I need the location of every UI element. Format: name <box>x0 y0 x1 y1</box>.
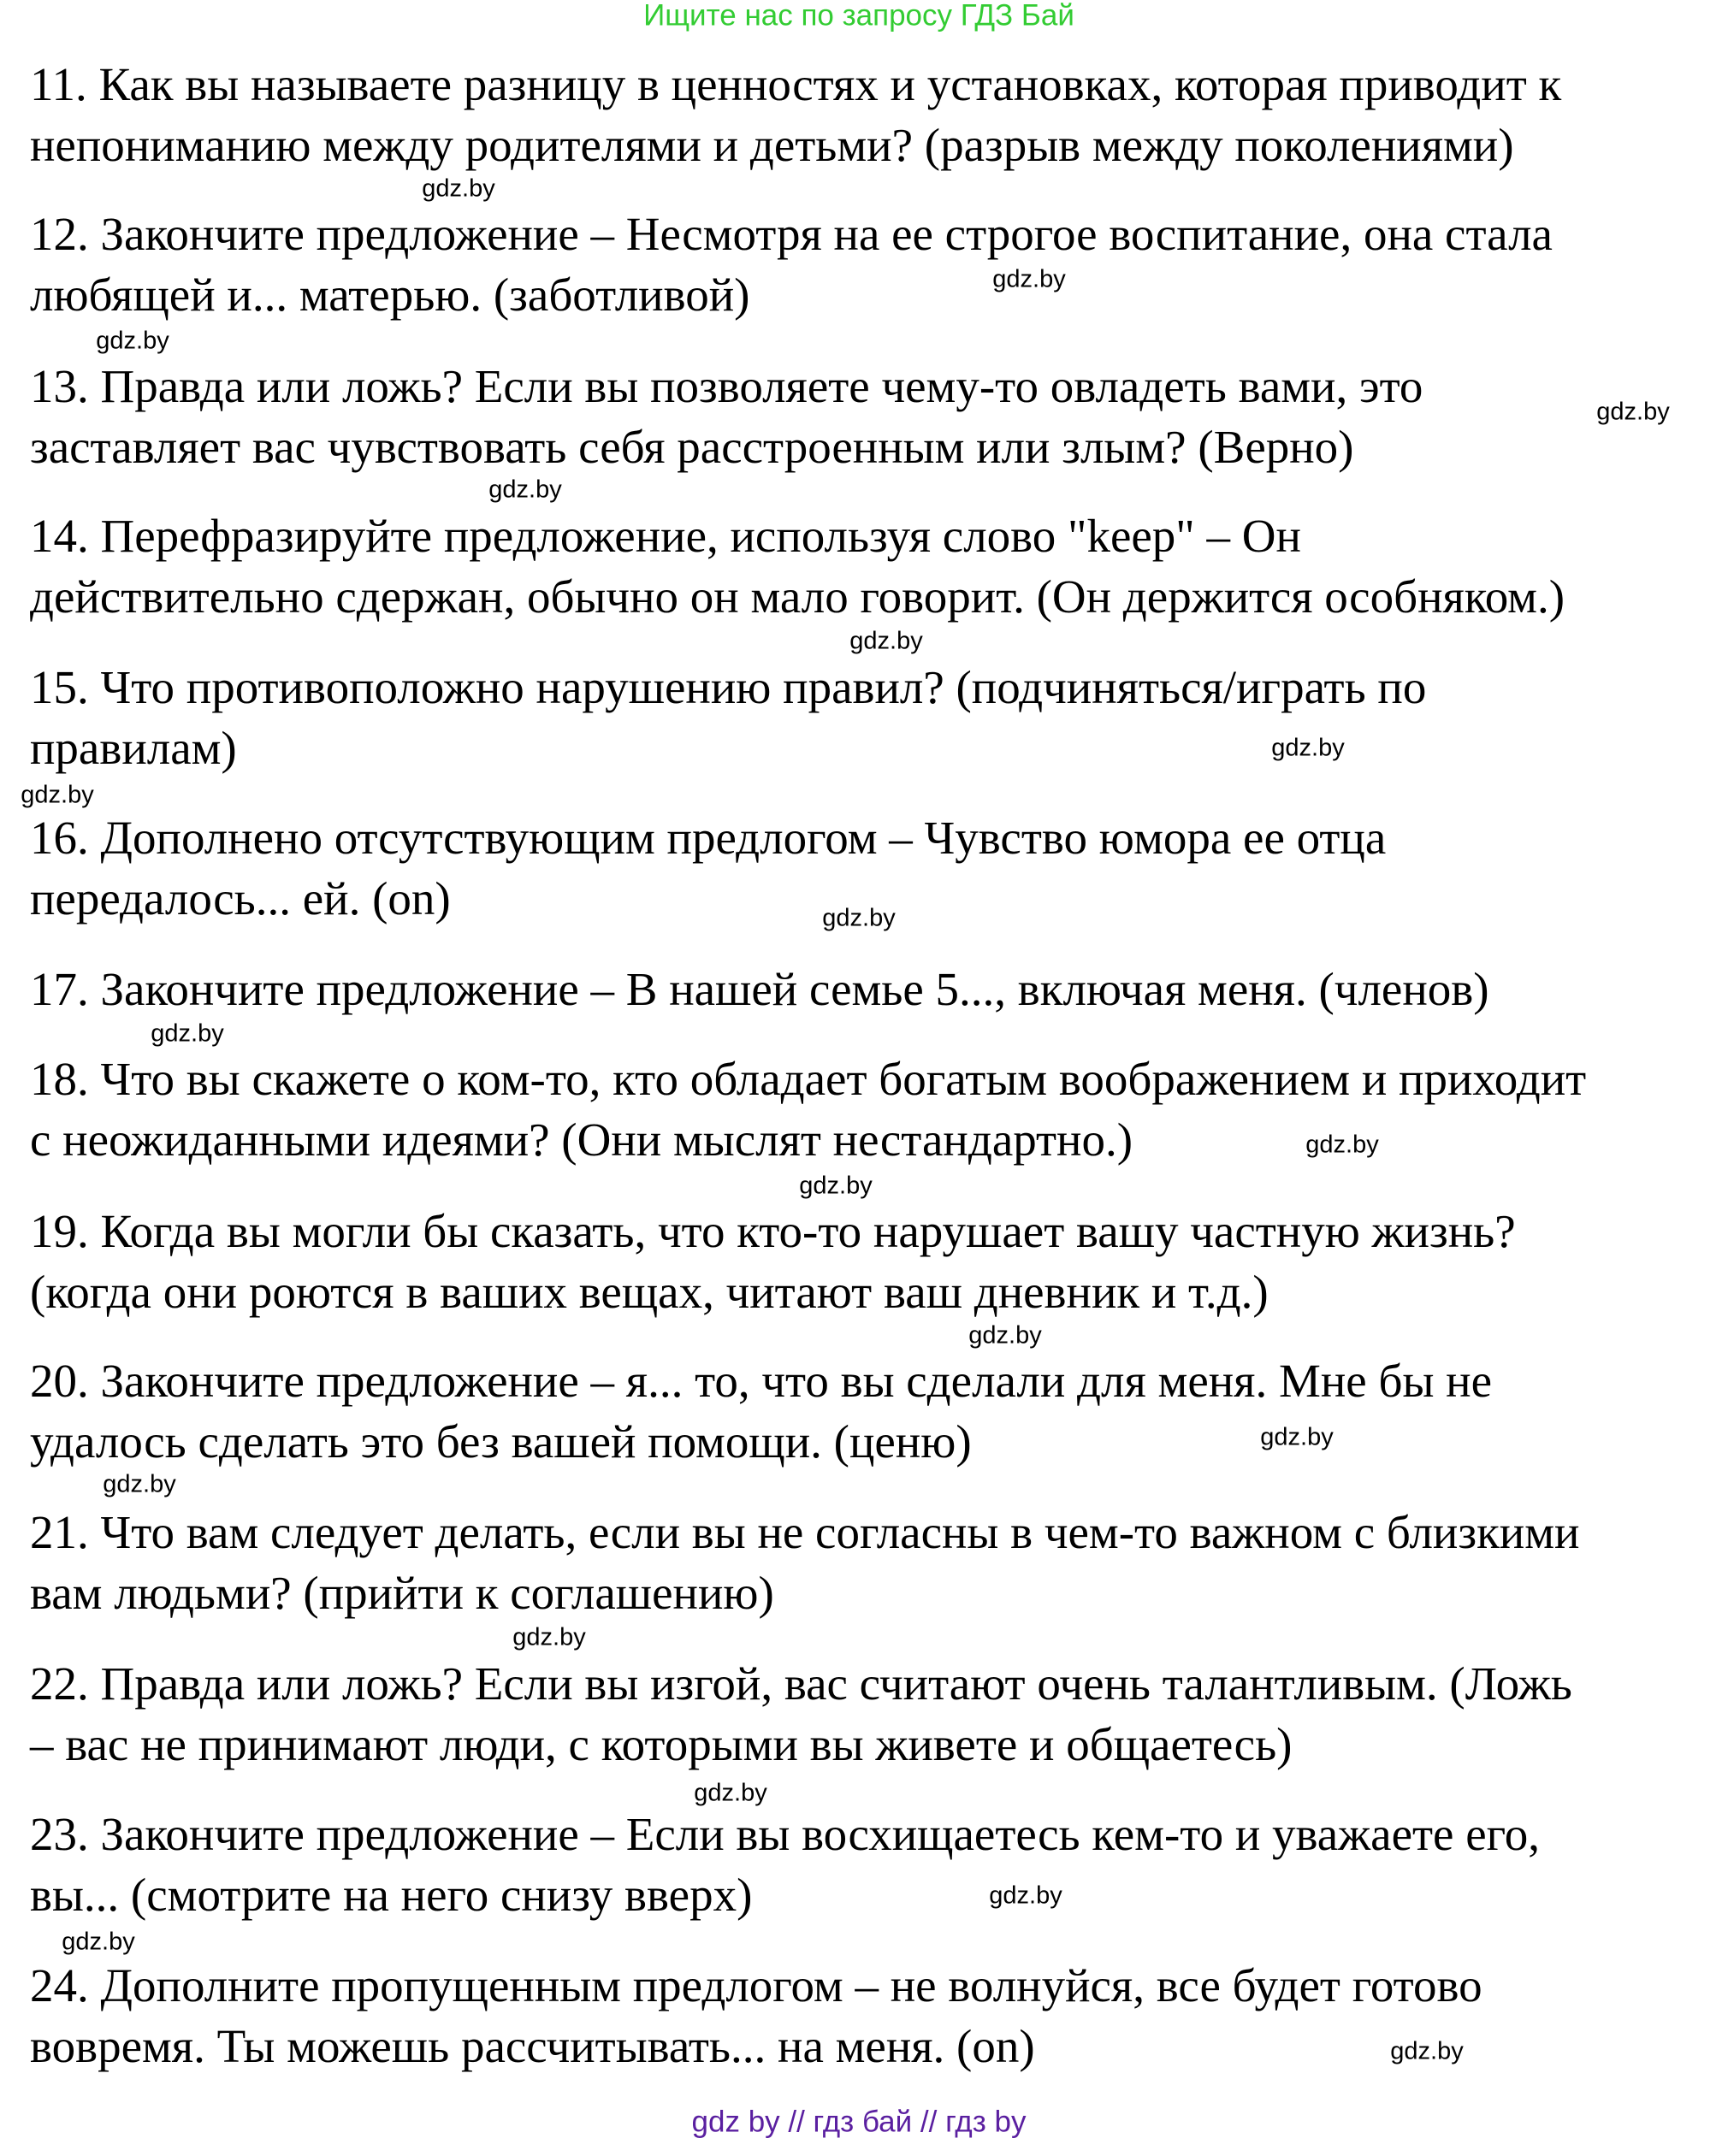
question-line: заставляет вас чувствовать себя расстроенным или злым? (Верно) <box>30 421 1354 473</box>
watermark: gdz.by <box>1305 1131 1379 1159</box>
watermark: gdz.by <box>1596 398 1670 426</box>
watermark: gdz.by <box>1271 734 1345 762</box>
question-line: удалось сделать это без вашей помощи. (ценю) <box>30 1415 972 1468</box>
question-line: вы... (смотрите на него снизу вверх) <box>30 1869 753 1921</box>
watermark: gdz.by <box>822 904 896 932</box>
question-line: непониманию между родителями и детьми? (разрыв между поколениями) <box>30 119 1514 171</box>
question-line: 11. Как вы называете разницу в ценностях и установках, которая приводит к <box>30 58 1562 110</box>
watermark: gdz.by <box>992 265 1066 293</box>
question-line: 15. Что противоположно нарушению правил? (подчиняться/играть по <box>30 661 1427 713</box>
question-line: 18. Что вы скажете о ком-то, кто обладает богатым воображением и приходит <box>30 1053 1587 1105</box>
question-line: 24. Дополните пропущенным предлогом – не волнуйся, все будет готово <box>30 1959 1482 2011</box>
question-line: 17. Закончите предложение – В нашей семье 5..., включая меня. (членов) <box>30 963 1489 1015</box>
question-line: любящей и... матерью. (заботливой) <box>30 269 750 321</box>
question-line: 23. Закончите предложение – Если вы восхищаетесь кем-то и уважаете его, <box>30 1808 1541 1860</box>
question-line: 13. Правда или ложь? Если вы позволяете чему-то овладеть вами, это <box>30 360 1423 412</box>
watermark: gdz.by <box>989 1881 1062 1910</box>
watermark: gdz.by <box>422 174 495 203</box>
watermark: gdz.by <box>1390 2037 1464 2065</box>
watermark: gdz.by <box>488 476 562 504</box>
watermark: gdz.by <box>968 1321 1042 1350</box>
question-line: 14. Перефразируйте предложение, используя слово "keep" – Он <box>30 510 1301 562</box>
watermark: gdz.by <box>1260 1423 1334 1451</box>
question-item <box>30 657 1426 778</box>
question-line: вам людьми? (прийти к соглашению) <box>30 1567 774 1619</box>
question-line: 12. Закончите предложение – Несмотря на ее строгое воспитание, она стала <box>30 208 1553 260</box>
question-item <box>30 959 1489 1019</box>
watermark: gdz.by <box>849 627 923 655</box>
question-line: вовремя. Ты можешь рассчитывать... на меня. (on) <box>30 2020 1035 2072</box>
question-line: 19. Когда вы могли бы сказать, что кто-то нарушает вашу частную жизнь? <box>30 1205 1516 1257</box>
search-hint-banner: Ищите нас по запросу ГДЗ Бай <box>643 0 1074 32</box>
question-line: правилам) <box>30 722 237 774</box>
question-item <box>30 1350 1492 1472</box>
question-line: 21. Что вам следует делать, если вы не согласны в чем-то важном с близкими <box>30 1506 1580 1558</box>
footer-watermark: gdz by // гдз бай // гдз by <box>691 2105 1027 2139</box>
question-line: 20. Закончите предложение – я... то, что вы сделали для меня. Мне бы не <box>30 1355 1493 1407</box>
watermark: gdz.by <box>21 781 94 809</box>
question-item <box>30 204 1553 325</box>
question-item <box>30 356 1423 477</box>
question-line: (когда они роются в ваших вещах, читают ваш дневник и т.д.) <box>30 1266 1269 1318</box>
watermark: gdz.by <box>799 1172 873 1200</box>
question-item <box>30 1201 1516 1322</box>
watermark: gdz.by <box>96 327 169 355</box>
question-line: – вас не принимают люди, с которыми вы живете и общаетесь) <box>30 1718 1293 1770</box>
watermark: gdz.by <box>512 1623 586 1651</box>
question-item <box>30 1502 1579 1623</box>
question-line: с неожиданными идеями? (Они мыслят нестандартно.) <box>30 1113 1133 1166</box>
question-line: 22. Правда или ложь? Если вы изгой, вас считают очень талантливым. (Ложь <box>30 1657 1572 1710</box>
question-item <box>30 807 1387 932</box>
question-line: передалось... ей. (on) <box>30 872 451 924</box>
question-item <box>30 1653 1572 1775</box>
watermark: gdz.by <box>62 1928 135 1956</box>
question-item <box>30 1955 1482 2076</box>
question-line: 16. Дополнено отсутствующим предлогом – Чувство юмора ее отца <box>30 812 1387 864</box>
question-line: действительно сдержан, обычно он мало говорит. (Он держится особняком.) <box>30 570 1565 623</box>
question-item <box>30 1804 1540 1925</box>
watermark: gdz.by <box>151 1019 224 1048</box>
watermark: gdz.by <box>694 1779 767 1807</box>
question-item <box>30 54 1561 175</box>
watermark: gdz.by <box>103 1470 176 1498</box>
question-item <box>30 505 1565 627</box>
